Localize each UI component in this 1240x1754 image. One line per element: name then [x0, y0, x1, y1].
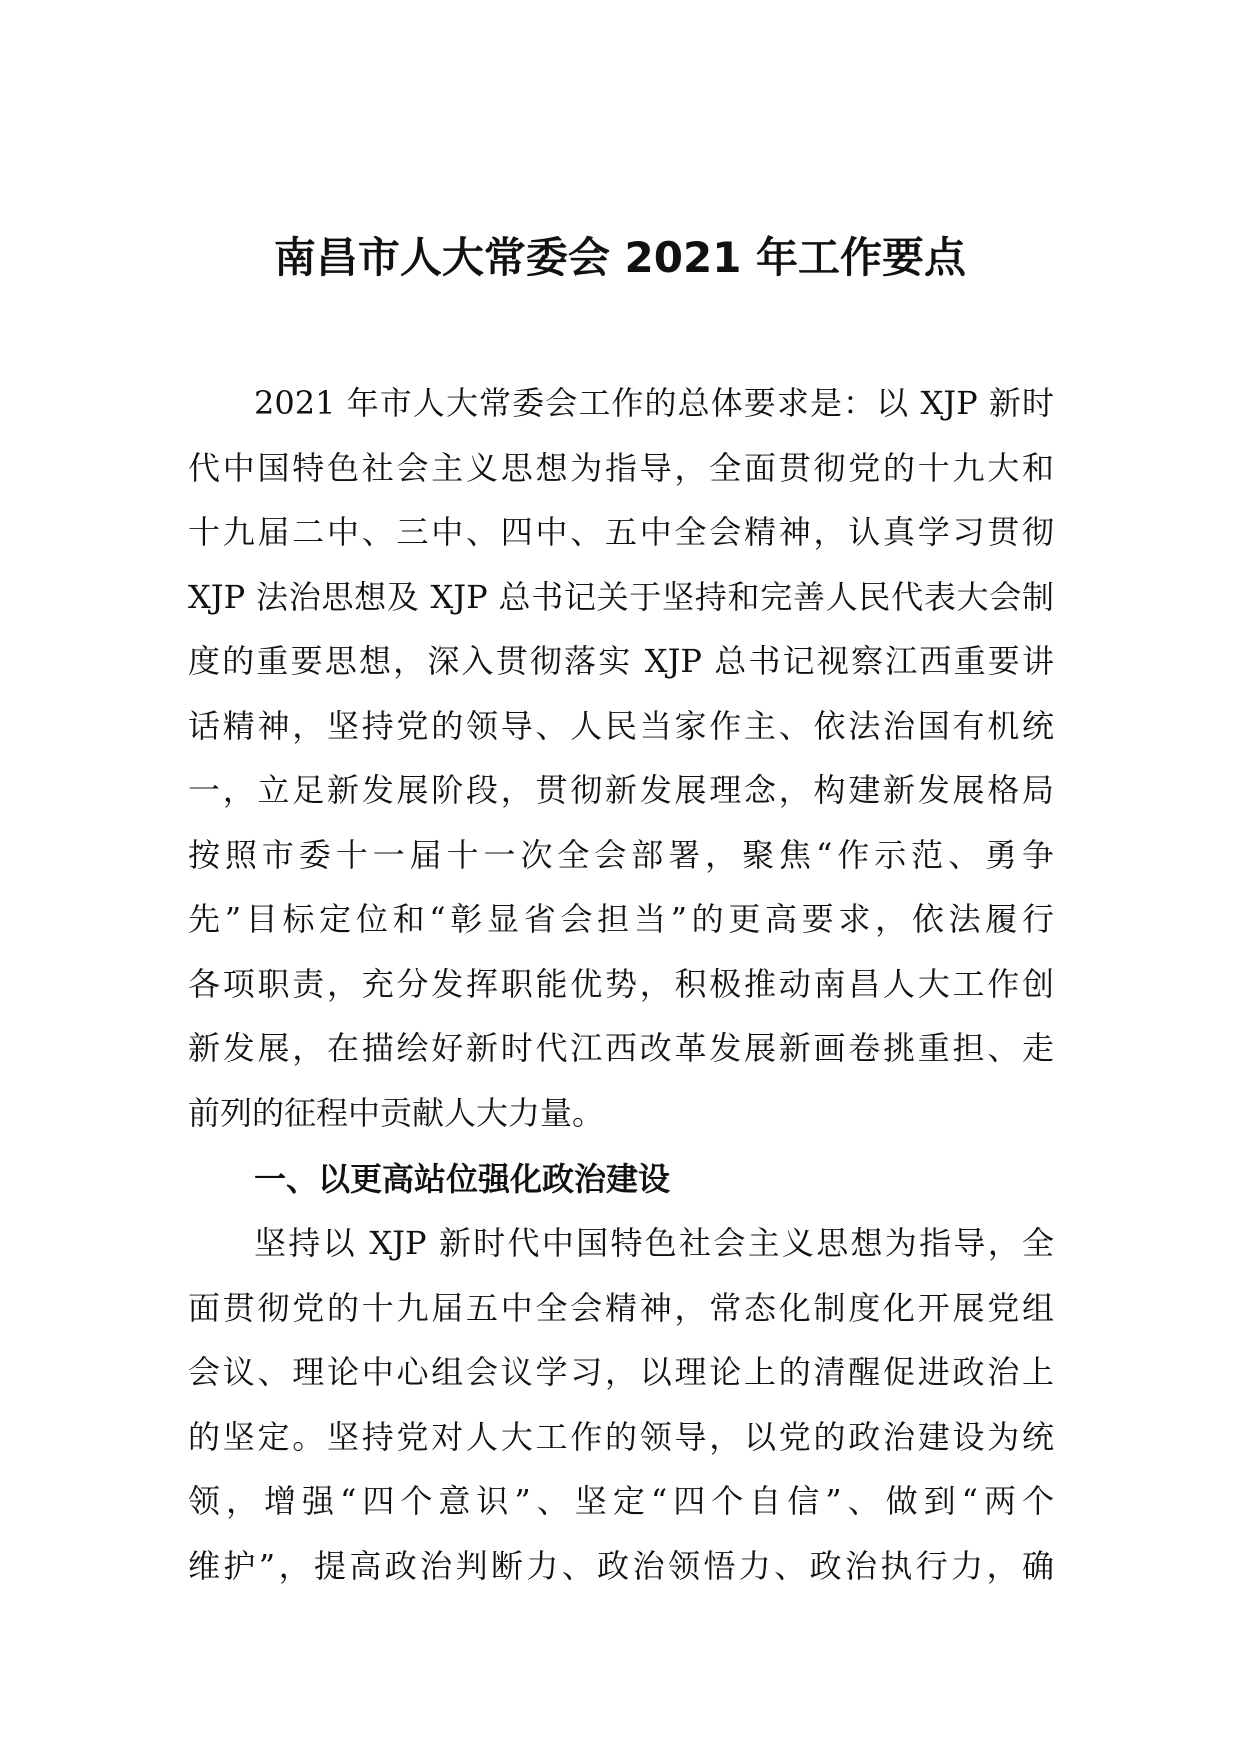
section-heading: 一、以更高站位强化政治建设 [254, 1160, 671, 1198]
paragraph-line: 坚持以 XJP 新时代中国特色社会主义思想为指导，全 [254, 1224, 1054, 1262]
paragraph-line: 话精神，坚持党的领导、人民当家作主、依法治国有机统 [188, 706, 1054, 745]
paragraph-line: XJP 法治思想及 XJP 总书记关于坚持和完善人民代表大会制 [188, 577, 1054, 616]
paragraph-line: 前列的征程中贡献人大力量。 [188, 1093, 605, 1132]
paragraph-line: 新发展，在描绘好新时代江西改革发展新画卷挑重担、走 [188, 1029, 1054, 1067]
intro-paragraph [188, 371, 1054, 1145]
section1-paragraph [188, 1211, 1054, 1598]
paragraph-line: 的坚定。坚持党对人大工作的领导，以党的政治建设为统 [188, 1417, 1054, 1456]
paragraph-line: 十九届二中、三中、四中、五中全会精神，认真学习贯彻 [188, 513, 1054, 551]
paragraph-line: 维护”，提高政治判断力、政治领悟力、政治执行力，确 [188, 1546, 1054, 1585]
paragraph-line: 度的重要思想，深入贯彻落实 XJP 总书记视察江西重要讲 [188, 642, 1054, 680]
paragraph-line: 代中国特色社会主义思想为指导，全面贯彻党的十九大和 [188, 448, 1054, 487]
paragraph-line: 先”目标定位和“彰显省会担当”的更高要求，依法履行 [188, 900, 1054, 938]
paragraph-line: 2021 年市人大常委会工作的总体要求是：以 XJP 新时 [254, 384, 1054, 422]
paragraph-line: 面贯彻党的十九届五中全会精神，常态化制度化开展党组 [188, 1288, 1054, 1327]
document-title: 南昌市人大常委会 2021 年工作要点 [273, 233, 967, 282]
paragraph-line: 领，增强“四个意识”、坚定“四个自信”、做到“两个 [188, 1482, 1054, 1520]
paragraph-line: 各项职责，充分发挥职能优势，积极推动南昌人大工作创 [188, 964, 1054, 1003]
paragraph-line: 会议、理论中心组会议学习，以理论上的清醒促进政治上 [188, 1353, 1054, 1391]
paragraph-line: 按照市委十一届十一次全会部署，聚焦“作示范、勇争 [188, 835, 1054, 874]
paragraph-line: 一，立足新发展阶段，贯彻新发展理念，构建新发展格局 [188, 771, 1054, 809]
